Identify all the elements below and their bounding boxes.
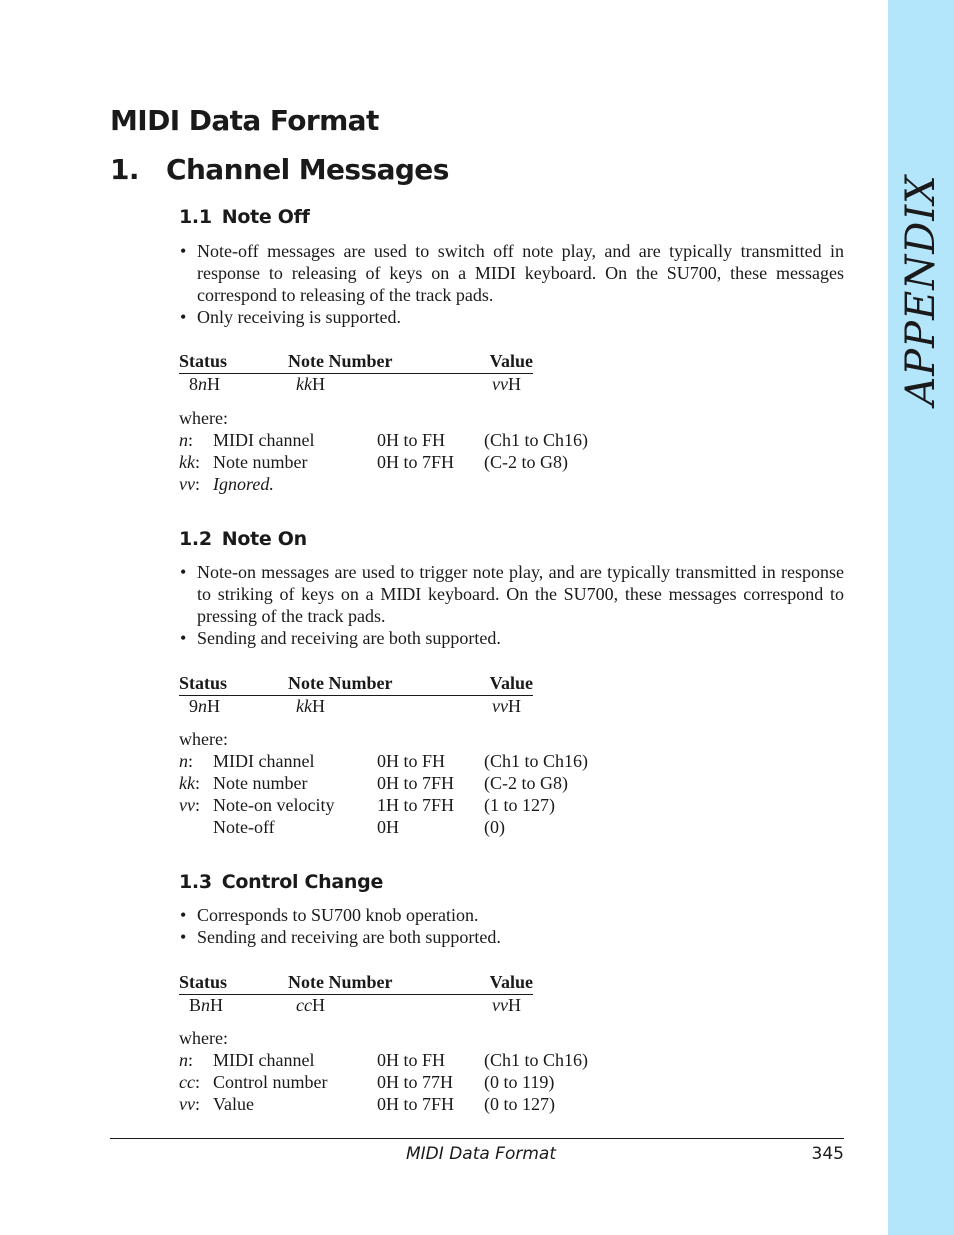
format-table-note-off	[179, 351, 533, 396]
note-number-byte: kkH	[296, 374, 325, 394]
section-heading	[110, 153, 449, 186]
format-header-row	[179, 351, 533, 374]
format-table-control-change	[179, 972, 533, 1017]
subsection-title: Note On	[221, 528, 307, 550]
where-label: where:	[179, 408, 228, 428]
bullet-list-control-change	[179, 904, 844, 948]
page-title: MIDI Data Format	[110, 104, 379, 137]
subsection-heading-control-change	[179, 871, 383, 893]
where-list-note-off	[179, 407, 589, 495]
format-value-row	[179, 995, 533, 1017]
header-status: Status	[179, 351, 228, 371]
where-label: where:	[179, 729, 228, 749]
bullet-item: • Note-on messages are used to trigger note play, and are typically transmitted in response to striking of keys on a MIDI keyboard. On the SU700, these messages correspond to pressing of the track pads.	[179, 561, 844, 627]
section-number: 1.	[110, 153, 139, 186]
where-list-control-change	[179, 1027, 589, 1115]
subsection-number: 1.3	[179, 871, 212, 893]
where-row: vv: Value 0H to 7FH (0 to 127)	[179, 1094, 555, 1114]
page-number: 345	[811, 1144, 844, 1164]
bullet-list-note-off	[179, 240, 844, 328]
header-value: Value	[489, 673, 533, 693]
note-number-byte: ccH	[296, 995, 325, 1015]
subsection-number: 1.2	[179, 528, 212, 550]
subsection-title: Control Change	[221, 871, 384, 893]
where-row: n: MIDI channel 0H to FH (Ch1 to Ch16)	[179, 1050, 589, 1070]
where-row: kk: Note number 0H to 7FH (C-2 to G8)	[179, 773, 568, 793]
footer-divider	[110, 1138, 844, 1139]
where-row: kk: Note number 0H to 7FH (C-2 to G8)	[179, 452, 568, 472]
subsection-heading-note-on	[179, 528, 307, 550]
subsection-heading-note-off	[179, 206, 310, 228]
bullet-item: • Corresponds to SU700 knob operation.	[179, 904, 844, 926]
subsection-title: Note Off	[221, 206, 310, 228]
value-byte: vvH	[492, 696, 521, 716]
bullet-item: • Sending and receiving are both supported.	[179, 926, 844, 948]
value-byte: vvH	[492, 374, 521, 394]
where-row: vv: Ignored.	[179, 474, 274, 494]
status-byte: 8nH	[189, 374, 220, 394]
header-note-number: Note Number	[288, 673, 393, 693]
value-byte: vvH	[492, 995, 521, 1015]
format-table-note-on	[179, 673, 533, 718]
bullet-item: • Note-off messages are used to switch off note play, and are typically transmitted in response to releasing of keys on a MIDI keyboard. On the SU700, these messages correspond to releasing of the track pads.	[179, 240, 844, 306]
bullet-item: • Only receiving is supported.	[179, 306, 844, 328]
where-row: n: MIDI channel 0H to FH (Ch1 to Ch16)	[179, 751, 589, 771]
footer-title: MIDI Data Format	[406, 1144, 556, 1164]
format-value-row	[179, 374, 533, 396]
where-row: cc: Control number 0H to 77H (0 to 119)	[179, 1072, 555, 1092]
header-value: Value	[489, 351, 533, 371]
header-note-number: Note Number	[288, 351, 393, 371]
appendix-tab-label: APPENDIX	[898, 174, 944, 406]
format-header-row	[179, 972, 533, 995]
header-status: Status	[179, 673, 228, 693]
note-number-byte: kkH	[296, 696, 325, 716]
format-header-row	[179, 673, 533, 696]
subsection-number: 1.1	[179, 206, 212, 228]
where-list-note-on	[179, 728, 589, 838]
where-row: Note-off 0H (0)	[213, 817, 505, 837]
where-row: n: MIDI channel 0H to FH (Ch1 to Ch16)	[179, 430, 589, 450]
bullet-item: • Sending and receiving are both supported.	[179, 627, 844, 649]
status-byte: 9nH	[189, 696, 220, 716]
where-row: vv: Note-on velocity 1H to 7FH (1 to 127)	[179, 795, 555, 815]
where-label: where:	[179, 1028, 228, 1048]
bullet-list-note-on	[179, 561, 844, 649]
header-value: Value	[489, 972, 533, 992]
status-byte: BnH	[189, 995, 224, 1015]
header-note-number: Note Number	[288, 972, 393, 992]
section-title: Channel Messages	[166, 153, 449, 186]
format-value-row	[179, 696, 533, 718]
header-status: Status	[179, 972, 228, 992]
